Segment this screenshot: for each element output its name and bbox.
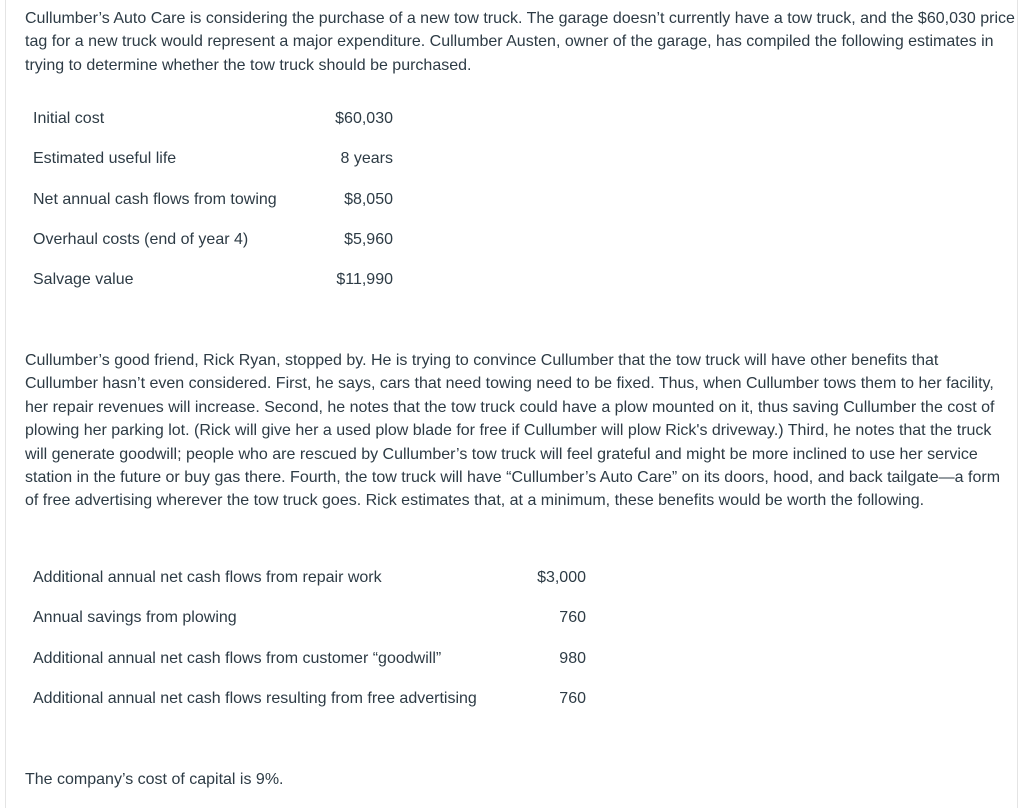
table-row <box>33 569 586 609</box>
estimates-table <box>33 110 393 311</box>
benefit-label: Additional annual net cash flows from customer “goodwill” <box>33 649 442 667</box>
cost-of-capital-text: The company’s cost of capital is 9%. <box>25 771 284 788</box>
benefit-value: 980 <box>559 649 586 667</box>
benefit-value: 760 <box>559 689 586 707</box>
table-row <box>33 690 586 730</box>
estimate-value: $8,050 <box>344 190 393 208</box>
benefit-value: $3,000 <box>537 569 586 586</box>
estimate-label: Initial cost <box>33 110 105 127</box>
estimate-value: $5,960 <box>344 230 393 248</box>
table-row <box>33 609 586 649</box>
table-row <box>33 191 393 231</box>
friend-paragraph: Cullumber’s good friend, Rick Ryan, stopped by. He is trying to convince Cullumber that the tow truck will have other benefits that Cullumber hasn’t even considered. First, he says, cars that need towing need to be fixed. Thus, when Cullumber tows them to her facility, her repair revenues will increase. Second, he notes that the tow truck could have a plow mounted on it, thus saving Cullumber the cost of plowing her parking lot. (Rick will give her a used plow blade for free if Cullumber will plow Rick's driveway.) Third, he notes that the truck will generate goodwill; people who are rescued by Cullumber’s tow truck will feel grateful and might be more inclined to use her service station in the future or buy gas there. Fourth, the tow truck will have “Cullumber’s Auto Care” on its doors, hood, and back tailgate—a form of free advertising wherever the tow truck goes. Rick estimates that, at a minimum, these benefits would be worth the following. <box>25 352 1001 510</box>
benefit-label: Additional annual net cash flows resulting from free advertising <box>33 689 477 707</box>
estimate-value: $60,030 <box>335 110 393 127</box>
intro-paragraph: Cullumber’s Auto Care is considering the purchase of a new tow truck. The garage doesn’t currently have a tow truck, and the $60,030 price tag for a new truck would represent a major expenditure. Cullumber Austen, owner of the garage, has compiled the following estimates in trying to determine whether the tow truck should be purchased. <box>25 10 1015 74</box>
estimate-label: Overhaul costs (end of year 4) <box>33 230 249 248</box>
benefits-table <box>33 569 586 730</box>
table-row <box>33 110 393 150</box>
table-row <box>33 231 393 271</box>
estimate-label: Net annual cash flows from towing <box>33 190 277 208</box>
table-row <box>33 650 586 690</box>
benefit-label: Additional annual net cash flows from repair work <box>33 569 382 586</box>
estimate-label: Salvage value <box>33 271 134 289</box>
content-frame <box>5 0 1018 808</box>
estimate-value: $11,990 <box>336 271 393 289</box>
benefit-value: 760 <box>559 609 586 627</box>
table-row <box>33 271 393 311</box>
estimate-value: 8 years <box>340 150 393 168</box>
estimate-label: Estimated useful life <box>33 150 177 168</box>
table-row <box>33 150 393 190</box>
benefit-label: Annual savings from plowing <box>33 609 237 627</box>
